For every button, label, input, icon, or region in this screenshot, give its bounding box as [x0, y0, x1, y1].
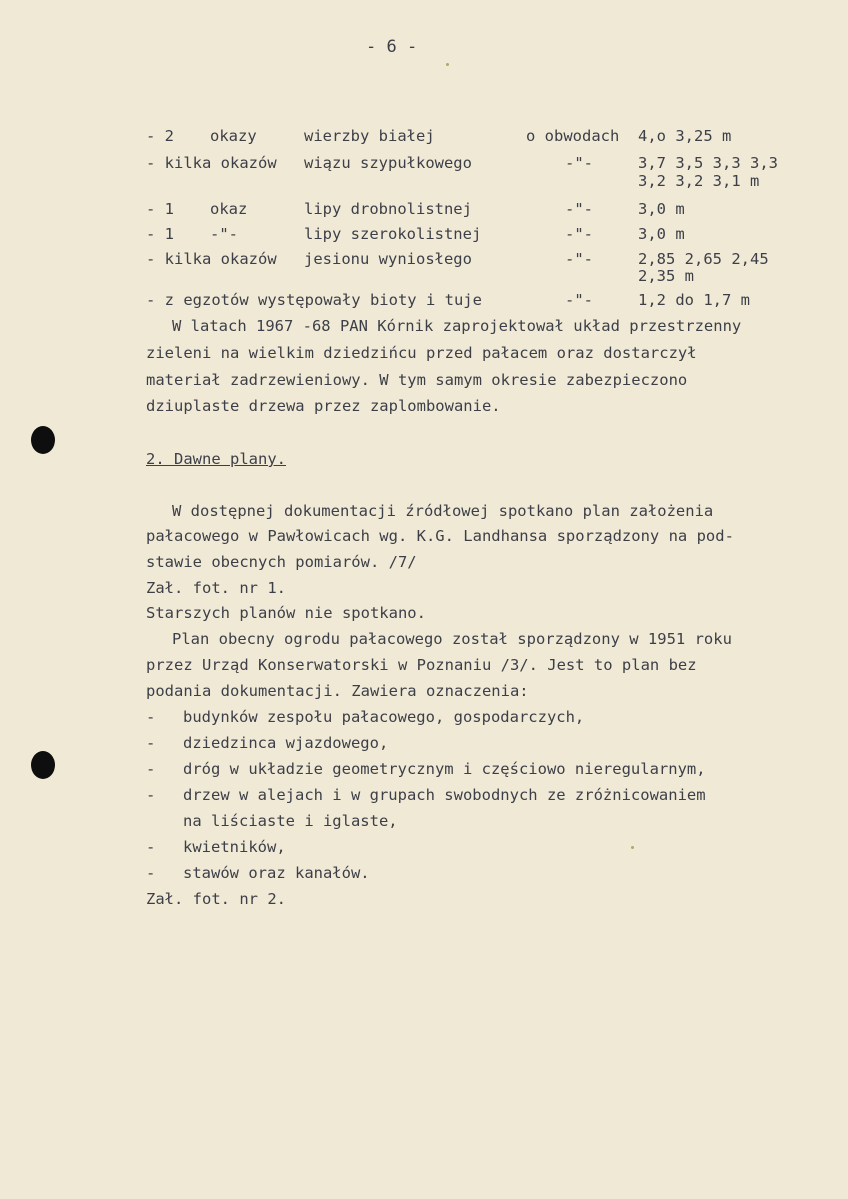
text-line: materiał zadrzewieniowy. W tym samym okresie zabezpieczono: [146, 371, 688, 389]
what-cell: okazy: [210, 127, 257, 145]
text-line: podania dokumentacji. Zawiera oznaczenia:: [146, 682, 529, 700]
ditto-cell: -"-: [565, 250, 593, 268]
text-line: W latach 1967 -68 PAN Kórnik zaprojektował układ przestrzenny: [172, 317, 742, 335]
text-line: dziuplaste drzewa przez zaplombowanie.: [146, 397, 501, 415]
text-line: W dostępnej dokumentacji źródłowej spotkano plan założenia: [172, 502, 714, 520]
punch-hole-bottom: [31, 751, 55, 779]
species-cell: lipy drobnolistnej: [304, 200, 472, 218]
bullet-dash: -: [146, 864, 156, 882]
text-line: Starszych planów nie spotkano.: [146, 604, 426, 622]
species-cell: wierzby białej: [304, 127, 435, 145]
page-number: - 6 -: [366, 37, 418, 57]
species-cell: lipy szerokolistnej: [304, 225, 482, 243]
list-item: na liściaste i iglaste,: [183, 812, 398, 830]
text-line: przez Urząd Konserwatorski w Poznaniu /3/. Jest to plan bez: [146, 656, 697, 674]
value-cell: 3,2 3,2 3,1 m: [638, 172, 760, 190]
value-cell: 2,85 2,65 2,45: [638, 250, 769, 268]
value-cell: 1,2 do 1,7 m: [638, 291, 750, 309]
count-cell: - kilka okazów: [146, 250, 277, 268]
bullet-dash: -: [146, 786, 156, 804]
what-cell: -"-: [210, 225, 238, 243]
ditto-cell: -"-: [565, 225, 593, 243]
list-item: dróg w układzie geometrycznym i częściowo nieregularnym,: [183, 760, 706, 778]
text-line: stawie obecnych pomiarów. /7/: [146, 553, 417, 571]
text-line: zieleni na wielkim dziedzińcu przed pałacem oraz dostarczył: [146, 344, 697, 362]
bullet-dash: -: [146, 734, 156, 752]
what-cell: okaz: [210, 200, 248, 218]
ditto-cell: o obwodach: [526, 127, 620, 145]
count-cell: - 1: [146, 200, 174, 218]
text-line: Zał. fot. nr 1.: [146, 579, 286, 597]
count-cell: - 1: [146, 225, 174, 243]
species-cell: jesionu wyniosłego: [304, 250, 472, 268]
section-heading: 2. Dawne plany.: [146, 450, 286, 468]
punch-hole-top: [31, 426, 55, 454]
bullet-dash: -: [146, 708, 156, 726]
value-cell: 3,7 3,5 3,3 3,3: [638, 154, 778, 172]
paper-fleck: [446, 63, 449, 66]
text-line: pałacowego w Pawłowicach wg. K.G. Landhansa sporządzony na pod-: [146, 527, 734, 545]
list-item: budynków zespołu pałacowego, gospodarczych,: [183, 708, 585, 726]
value-cell: 3,0 m: [638, 225, 685, 243]
list-item: drzew w alejach i w grupach swobodnych ze zróżnicowaniem: [183, 786, 706, 804]
list-item: dziedzinca wjazdowego,: [183, 734, 389, 752]
value-cell: 4,o 3,25 m: [638, 127, 732, 145]
count-cell: - 2: [146, 127, 174, 145]
text-line: Plan obecny ogrodu pałacowego został sporządzony w 1951 roku: [172, 630, 732, 648]
value-cell: 2,35 m: [638, 267, 694, 285]
ditto-cell: -"-: [565, 200, 593, 218]
bullet-dash: -: [146, 760, 156, 778]
paper-fleck: [631, 846, 634, 849]
list-item: kwietników,: [183, 838, 286, 856]
count-cell: - kilka okazów: [146, 154, 277, 172]
species-cell: wiązu szypułkowego: [304, 154, 472, 172]
ditto-cell: -"-: [565, 154, 593, 172]
list-item: stawów oraz kanałów.: [183, 864, 370, 882]
count-cell: - z egzotów występowały bioty i tuje: [146, 291, 482, 309]
ditto-cell: -"-: [565, 291, 593, 309]
attachment-note: Zał. fot. nr 2.: [146, 890, 286, 908]
bullet-dash: -: [146, 838, 156, 856]
value-cell: 3,0 m: [638, 200, 685, 218]
